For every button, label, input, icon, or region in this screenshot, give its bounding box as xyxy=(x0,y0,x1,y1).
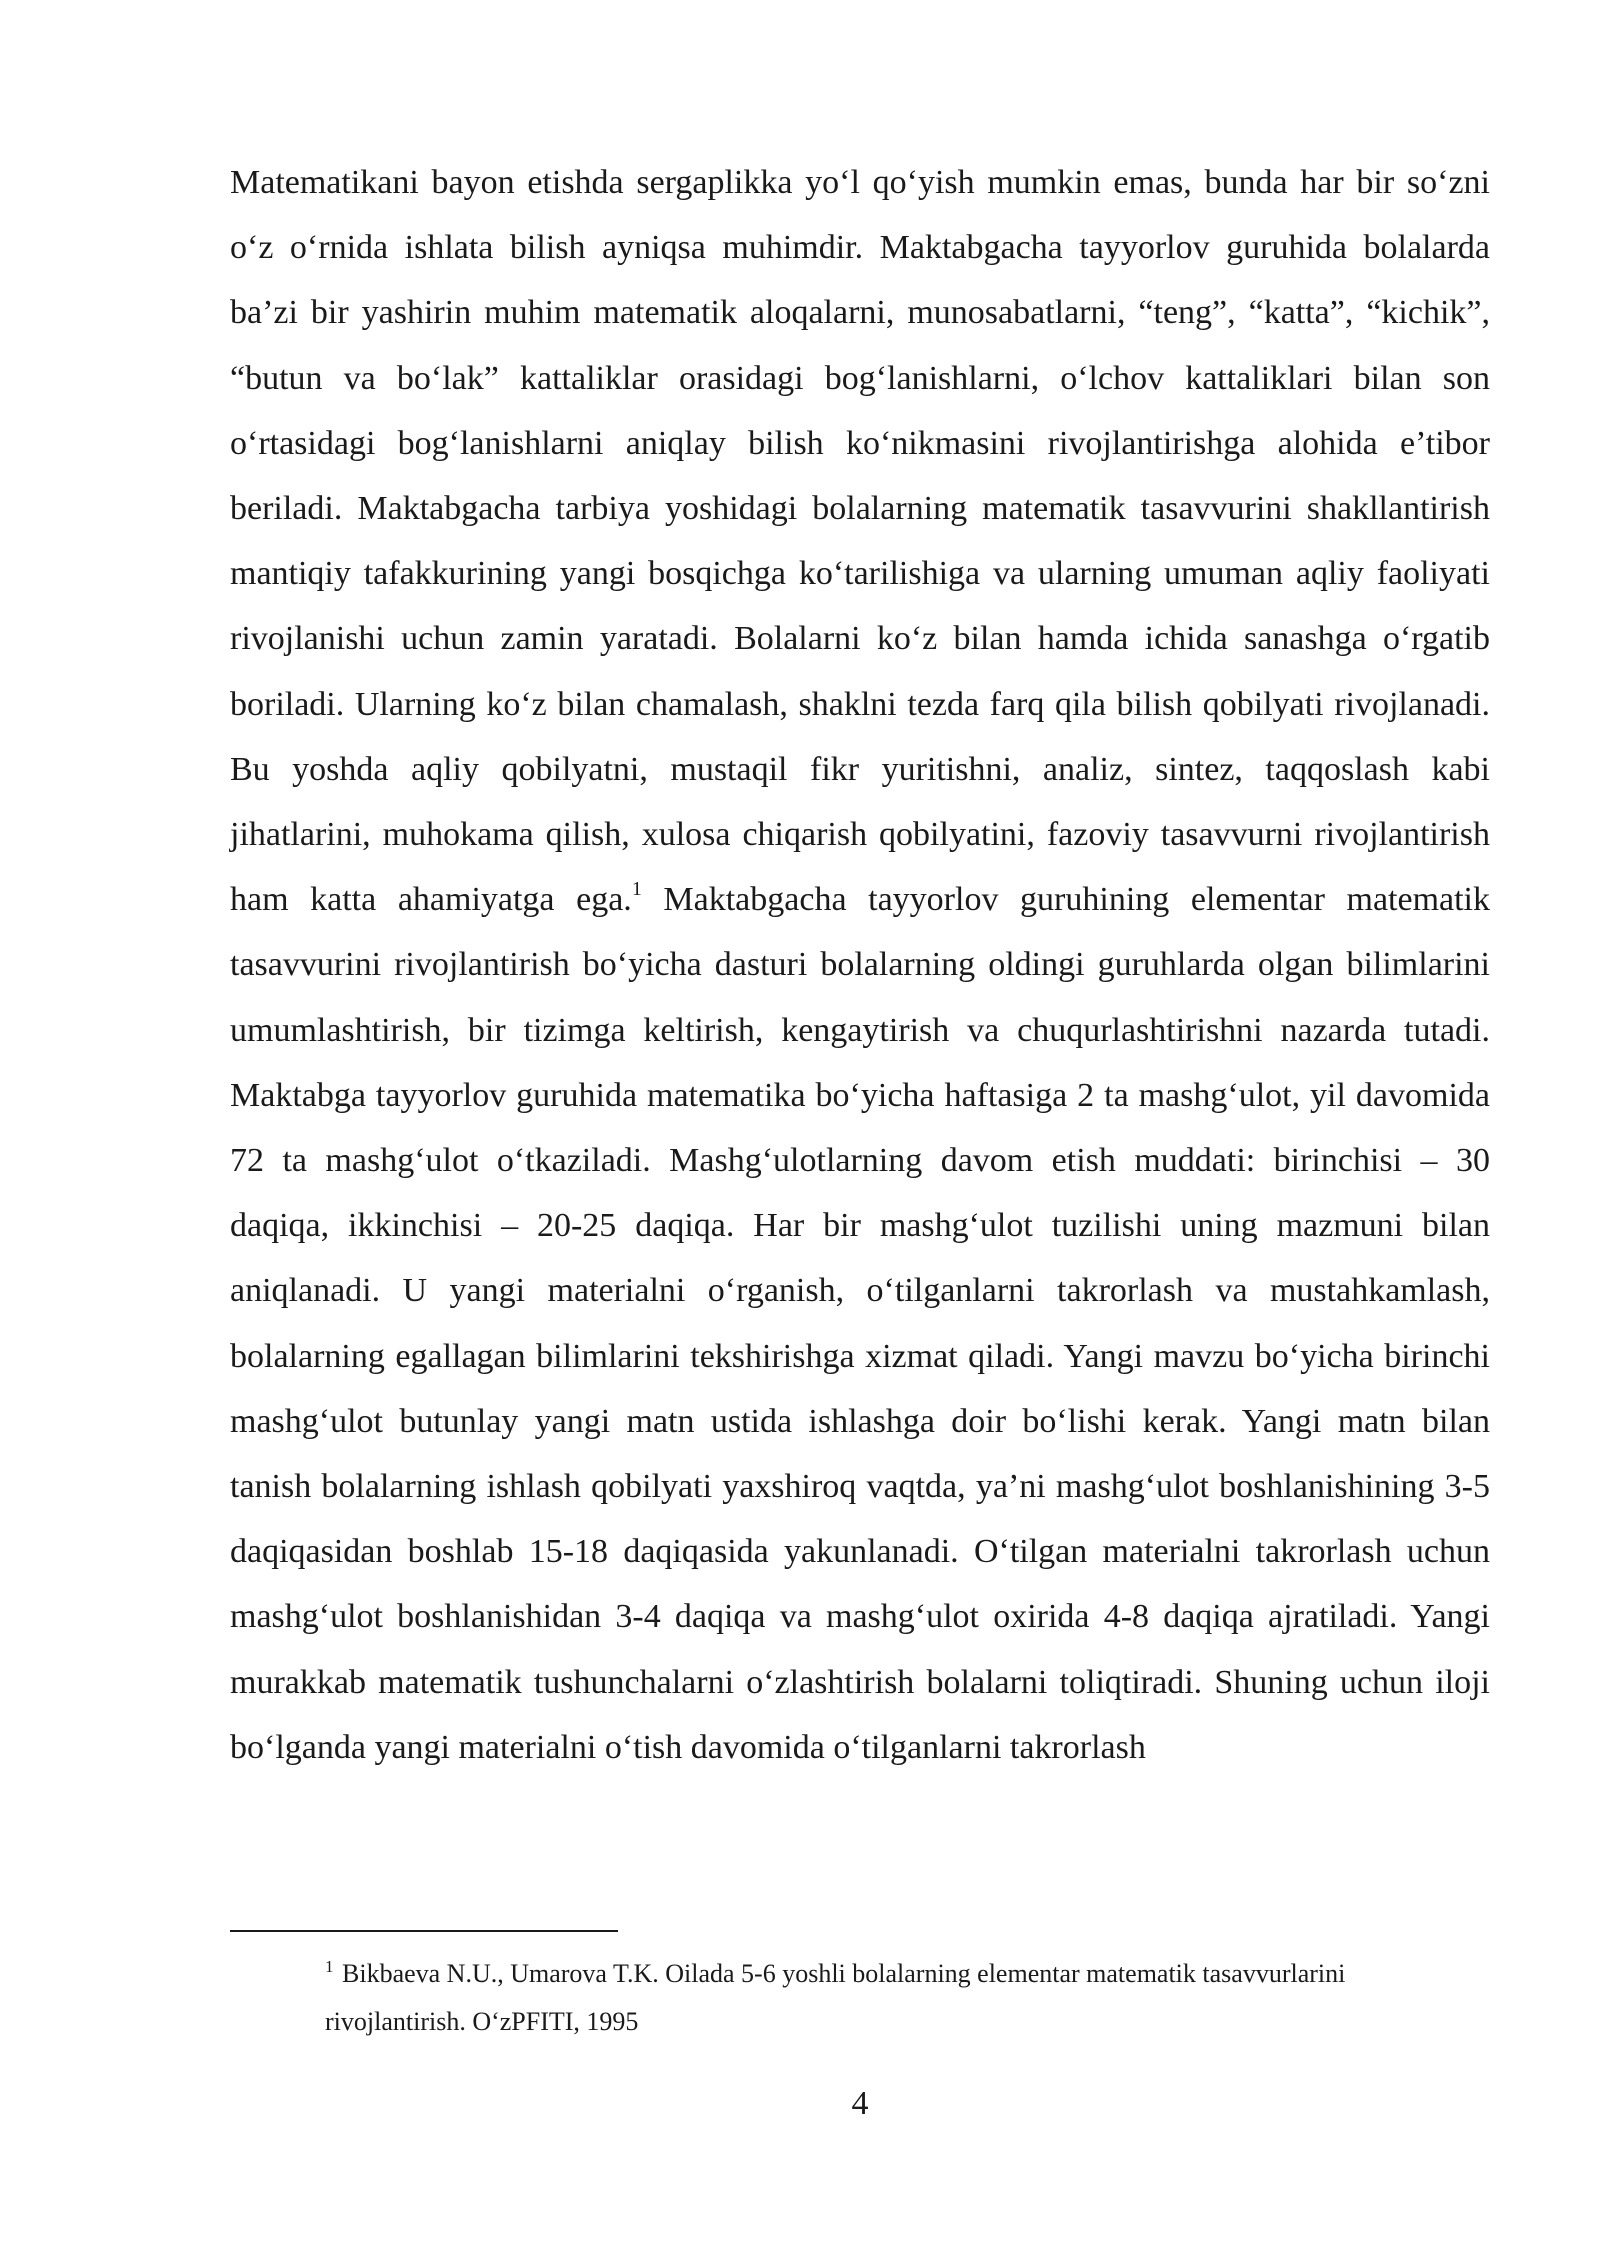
page-number: 4 xyxy=(851,2085,869,2122)
footnote-separator xyxy=(230,1930,618,1932)
body-text-part-2: Maktabgacha tayyorlov guruhining elementar matematik tasavvurini rivojlantirish bo‘yicha dasturi bolalarning oldingi guruhlarda olgan bilimlarini umumlashtirish, bir tizimga keltirish, kengaytirish va chuqurlashtirishni nazarda tutadi. Maktabga tayyorlov guruhida matematika bo‘yicha haftasiga 2 ta mashg‘ulot, yil davomida 72 ta mashg‘ulot o‘tkaziladi. Mashg‘ulotlarning davom etish muddati: birinchisi – 30 daqiqa, ikkinchisi – 20-25 daqiqa. Har bir mashg‘ulot tuzilishi uning mazmuni bilan aniqlanadi. U yangi materialni o‘rganish, o‘tilganlarni takrorlash va mustahkamlash, bolalarning egallagan bilimlarini tekshirishga xizmat qiladi. Yangi mavzu bo‘yicha birinchi mashg‘ulot butunlay yangi matn ustida ishlashga doir bo‘lishi kerak. Yangi matn bilan tanish bolalarning ishlash qobilyati yaxshiroq vaqtda, ya’ni mashg‘ulot boshlanishining 3-5 daqiqasidan boshlab 15-18 daqiqasida yakunlanadi. O‘tilgan materialni takrorlash uchun mashg‘ulot boshlanishidan 3-4 daqiqa va mashg‘ulot oxirida 4-8 daqiqa ajratiladi. Yangi murakkab matematik tushunchalarni o‘zlashtirish bolalarni toliqtiradi. Shuning uchun iloji bo‘lganda yangi materialni o‘tish davomida o‘tilganlarni takrorlash xyxy=(230,881,1491,1766)
body-text-part-1: Matematikani bayon etishda sergaplikka yo‘l qo‘yish mumkin emas, bunda har bir so‘zni o‘z o‘rnida ishlata bilish ayniqsa muhimdir. Maktabgacha tayyorlov guruhida bolalarda ba’zi bir yashirin muhim matematik aloqalarni, munosabatlarni, “teng”, “katta”, “kichik”, “butun va bo‘lak” kattaliklar orasidagi bog‘lanishlarni, o‘lchov kattaliklari bilan son o‘rtasidagi bog‘lanishlarni aniqlay bilish ko‘nikmasini rivojlantirishga alohida e’tibor beriladi. Maktabgacha tarbiya yoshidagi bolalarning matematik tasavvurini shakllantirish mantiqiy tafakkurining yangi bosqichga ko‘tarilishiga va ularning umuman aqliy faoliyati rivojlanishi uchun zamin yaratadi. Bolalarni ko‘z bilan hamda ichida sanashga o‘rgatib boriladi. Ularning ko‘z bilan chamalash, shaklni tezda farq qila bilish qobilyati rivojlanadi. Bu yoshda aqliy qobilyatni, mustaqil fikr yuritishni, analiz, sintez, taqqoslash kabi jihatlarini, muhokama qilish, xulosa chiqarish qobilyatini, fazoviy tasavvurni rivojlantirish ham katta ahamiyatga ega. xyxy=(230,164,1490,919)
footnote-reference[interactable]: 1 xyxy=(631,878,642,901)
footnote xyxy=(325,1950,1490,2046)
footnote-text: Bikbaeva N.U., Umarova T.K. Oilada 5-6 yoshli bolalarning elementar matematik tasavvurlarini rivojlantirish. O‘zPFITI, 1995 xyxy=(325,1959,1346,2036)
body-paragraph xyxy=(230,150,1490,1780)
footnote-marker: 1 xyxy=(325,1957,334,1976)
